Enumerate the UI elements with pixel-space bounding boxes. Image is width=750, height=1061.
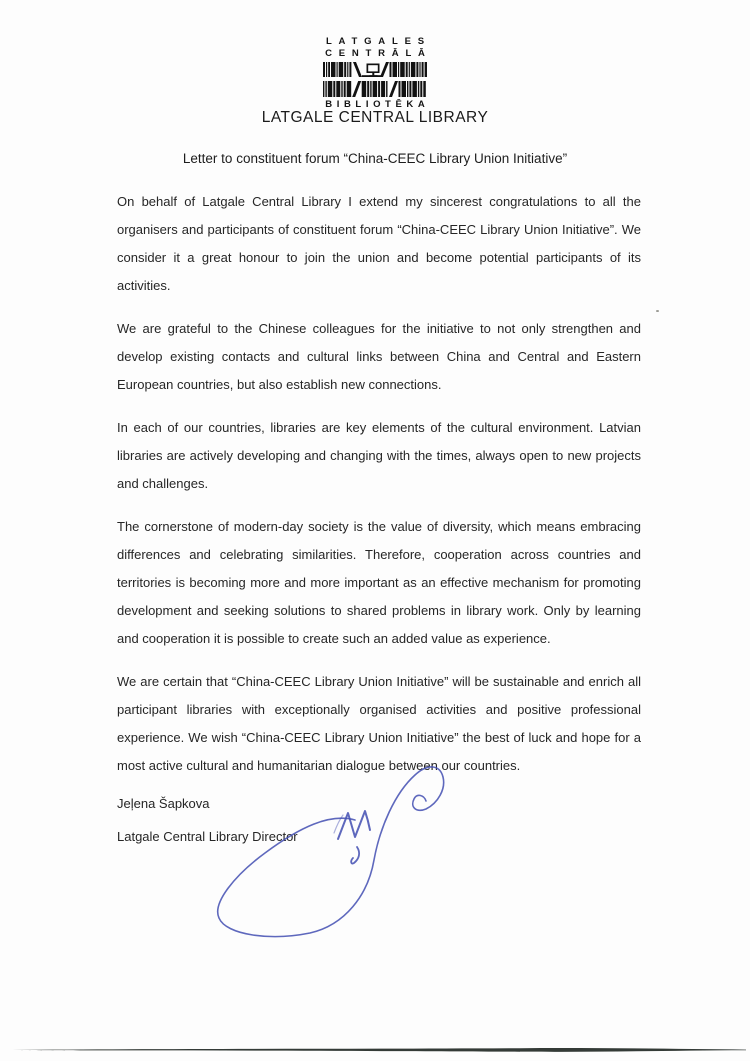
paragraph-3: In each of our countries, libraries are key elements of the cultural environment. Latvian libraries are actively developing and changing with the times, always open to new projects and challenges. — [117, 420, 641, 491]
logo-text-centrala: CENTRĀLĀ — [325, 47, 432, 59]
letter-body — [117, 188, 641, 846]
signatory-title: Latgale Central Library Director — [117, 829, 298, 844]
scan-speck — [656, 310, 659, 312]
bookshelf-pictogram — [323, 62, 427, 97]
logo-text-latgales: LATGALES — [325, 36, 431, 47]
library-logo — [0, 36, 750, 110]
logo-text-biblioteka: BIBLIOTĒKA — [325, 99, 430, 110]
paragraph-5: We are certain that “China-CEEC Library Union Initiative” will be sustainable and enrich all participant libraries with exceptionally organised activities and positive professional experience. We wish “China-CEEC Library Union Initiative” the best of luck and hope for a most active cultural and humanitarian dialogue between our countries. — [117, 674, 641, 773]
scan-artifact-line — [0, 1044, 750, 1054]
signatory-name: Jeļena Šapkova — [117, 796, 210, 811]
letter-title: Letter to constituent forum “China-CEEC Library Union Initiative” — [182, 151, 568, 166]
library-name-heading: LATGALE CENTRAL LIBRARY — [261, 109, 489, 126]
paragraph-4: The cornerstone of modern-day society is the value of diversity, which means embracing differences and celebrating similarities. Therefore, cooperation across countries and territories is becoming more and more important as an effective mechanism for promoting development and seeking solutions to shared problems in library work. Only by learning and cooperation it is possible to create such an added value as experience. — [117, 519, 641, 646]
paragraph-2: We are grateful to the Chinese colleagues for the initiative to not only strengthen and develop existing contacts and cultural links between China and Central and Eastern European countries, but also establish new connections. — [117, 321, 641, 392]
signature-scribble — [210, 755, 460, 950]
signature-block — [117, 795, 641, 846]
computer-monitor-icon — [367, 64, 380, 78]
paragraph-1: On behalf of Latgale Central Library I extend my sincerest congratulations to all the organisers and participants of constituent forum “China-CEEC Library Union Initiative”. We consider it a great honour to join the union and become potential participants of its activities. — [117, 194, 641, 293]
